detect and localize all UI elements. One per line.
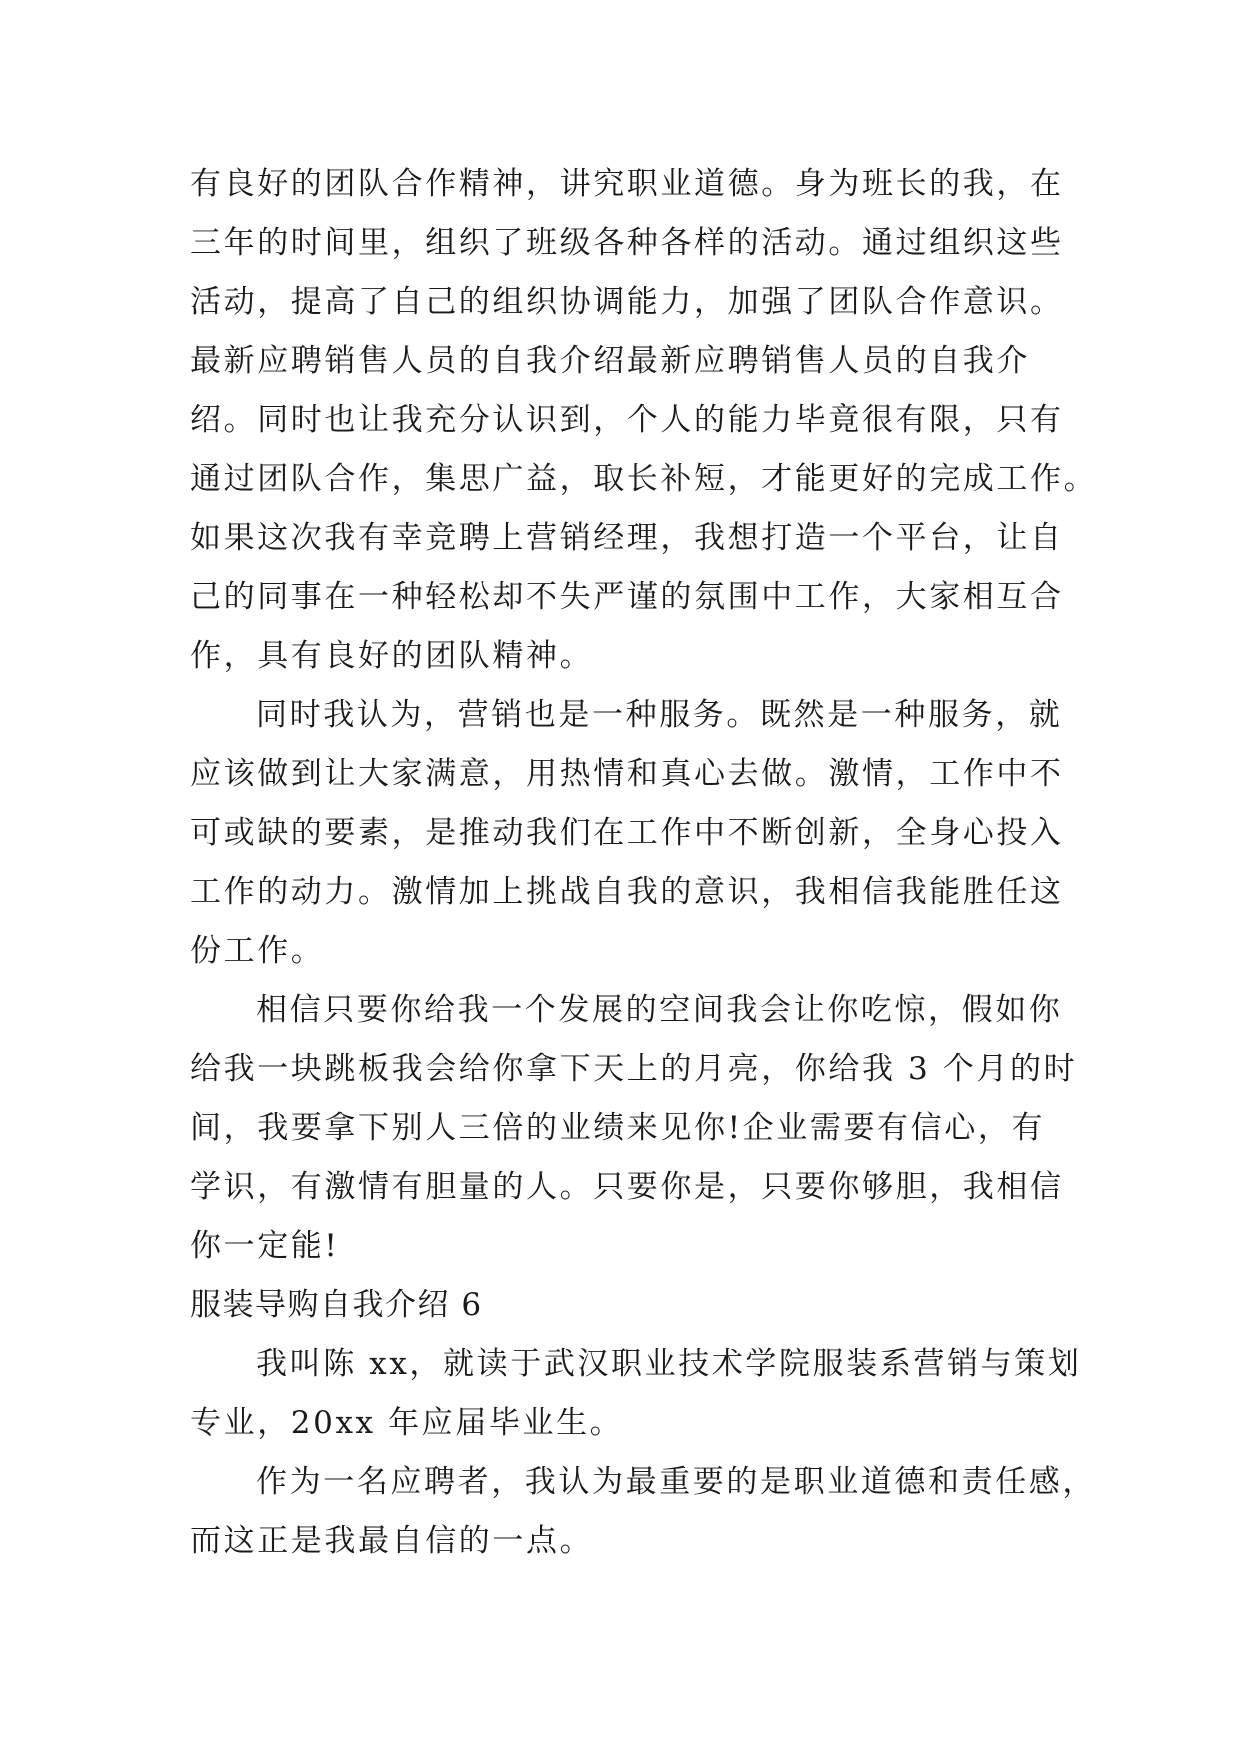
text-line: 作，具有良好的团队精神。 (190, 638, 594, 674)
text-line: 份工作。 (190, 933, 325, 969)
paragraph-first-line: 同时我认为，营销也是一种服务。既然是一种服务，就 (256, 697, 1063, 733)
text-line: 间，我要拿下别人三倍的业绩来见你!企业需要有信心，有 (190, 1110, 1046, 1146)
text-line: 通过团队合作，集思广益，取长补短，才能更好的完成工作。 (190, 461, 1098, 497)
text-line: 应该做到让大家满意，用热情和真心去做。激情，工作中不 (190, 756, 1064, 792)
paragraph-first-line: 我叫陈 xx，就读于武汉职业技术学院服装系营销与策划 (256, 1346, 1082, 1382)
text-line: 己的同事在一种轻松却不失严谨的氛围中工作，大家相互合 (190, 579, 1064, 615)
text-line: 三年的时间里，组织了班级各种各样的活动。通过组织这些 (190, 225, 1064, 261)
text-line: 最新应聘销售人员的自我介绍最新应聘销售人员的自我介 (190, 343, 1030, 379)
paragraph-first-line: 作为一名应聘者，我认为最重要的是职业道德和责任感， (256, 1464, 1096, 1500)
text-line: 你一定能! (190, 1228, 340, 1264)
document-body (190, 155, 1098, 1571)
text-line: 工作的动力。激情加上挑战自我的意识，我相信我能胜任这 (190, 874, 1064, 910)
text-line: 可或缺的要素，是推动我们在工作中不断创新，全身心投入 (190, 815, 1064, 851)
text-line: 绍。同时也让我充分认识到，个人的能力毕竟很有限，只有 (190, 402, 1064, 438)
text-line: 活动，提高了自己的组织协调能力，加强了团队合作意识。 (190, 284, 1064, 320)
section-heading: 服装导购自我介绍 6 (190, 1287, 483, 1323)
paragraph-first-line: 相信只要你给我一个发展的空间我会让你吃惊，假如你 (256, 992, 1063, 1028)
text-line: 专业，20xx 年应届毕业生。 (190, 1405, 624, 1441)
text-line: 有良好的团队合作精神，讲究职业道德。身为班长的我，在 (190, 166, 1064, 202)
text-line: 而这正是我最自信的一点。 (190, 1523, 594, 1559)
text-line: 学识，有激情有胆量的人。只要你是，只要你够胆，我相信 (190, 1169, 1064, 1205)
text-line: 给我一块跳板我会给你拿下天上的月亮，你给我 3 个月的时 (190, 1051, 1078, 1087)
text-line: 如果这次我有幸竞聘上营销经理，我想打造一个平台，让自 (190, 520, 1064, 556)
